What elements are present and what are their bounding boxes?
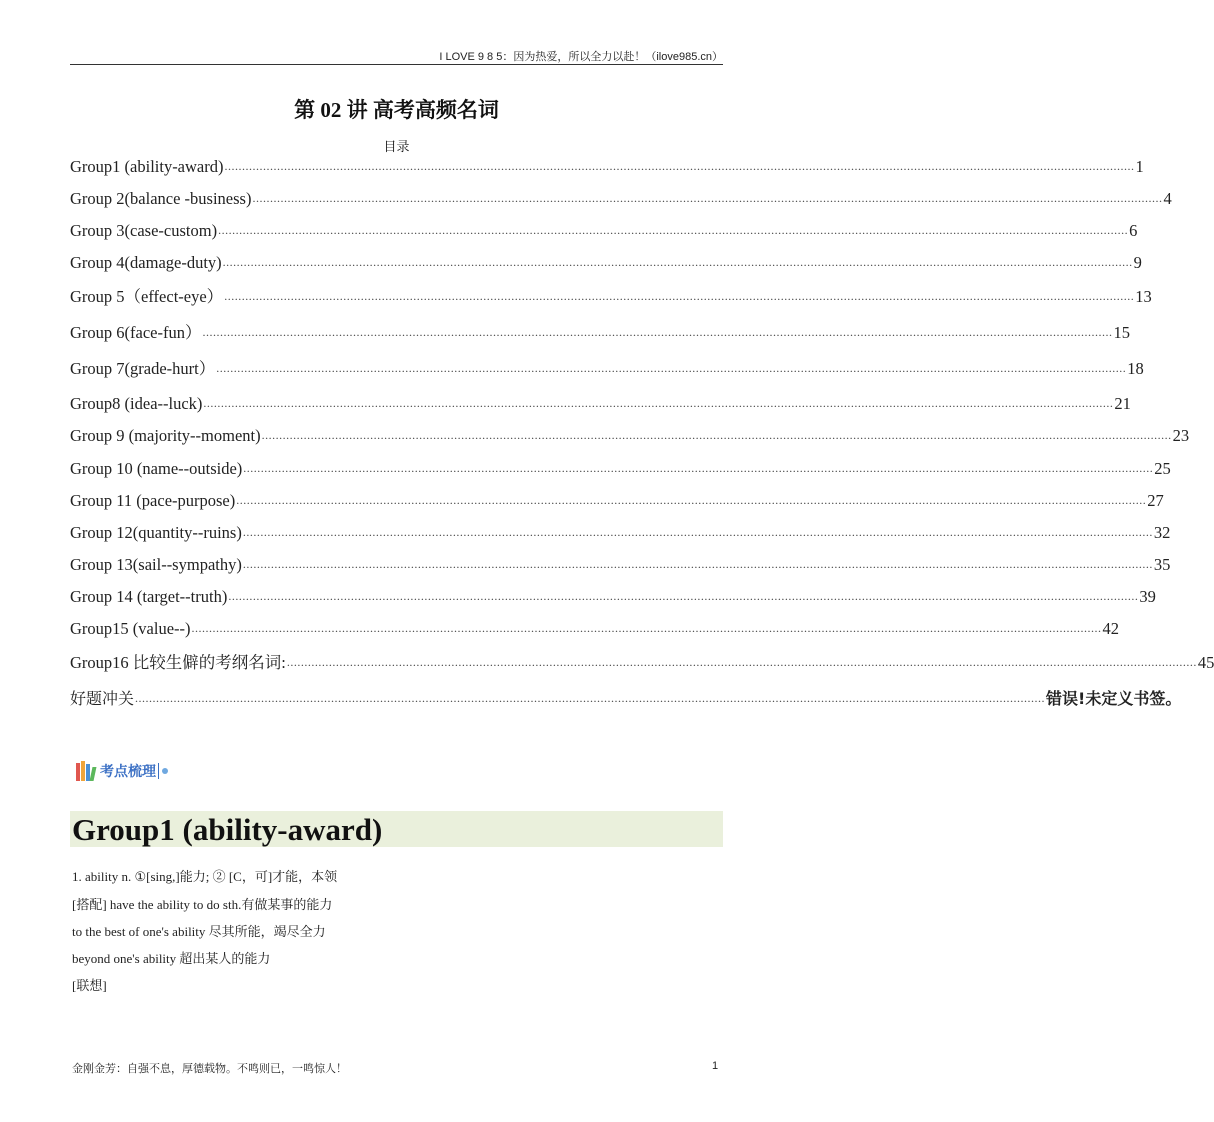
toc-entry-page: 6 (1129, 221, 1138, 240)
toc-entry-label: Group 6(face-fun） (70, 323, 202, 342)
toc-entry-page: 42 (1102, 619, 1119, 638)
toc-entry-page: 4 (1163, 189, 1172, 208)
toc-entry[interactable] (70, 583, 1156, 607)
toc-entry-page: 27 (1147, 491, 1164, 510)
badge-dot (162, 768, 168, 774)
toc-leader-dots: .................................................................................................................................................................................................................................................................... (135, 691, 1046, 705)
toc-entry-page: 45 (1197, 653, 1214, 672)
toc-entry[interactable] (70, 185, 1172, 209)
toc-entry-page: 25 (1154, 459, 1171, 478)
toc-leader-dots: .................................................................................................................................................................................................................................................................... (252, 191, 1163, 205)
toc-entry-page: 13 (1135, 287, 1152, 306)
section-badge (76, 761, 168, 781)
toc-heading: 目录 (383, 140, 410, 155)
toc-entry-page: 35 (1153, 555, 1171, 574)
books-icon (76, 761, 98, 781)
toc-entry-page: 9 (1133, 253, 1142, 272)
toc-leader-dots: .................................................................................................................................................................................................................................................................... (191, 621, 1102, 635)
toc-entry[interactable] (70, 519, 1171, 543)
toc-entry[interactable] (70, 355, 1144, 379)
toc-entry-label: Group 7(grade-hurt） (70, 359, 216, 378)
toc-leader-dots: .................................................................................................................................................................................................................................................................... (203, 396, 1114, 410)
toc-entry-label: Group 13(sail--sympathy) (70, 555, 242, 574)
toc-entry[interactable] (70, 685, 1182, 709)
toc-entry[interactable] (70, 390, 1131, 414)
toc-entry-page: 23 (1172, 426, 1190, 445)
toc-leader-dots: .................................................................................................................................................................................................................................................................... (236, 493, 1147, 507)
toc-entry[interactable] (70, 487, 1164, 511)
toc-leader-dots: .................................................................................................................................................................................................................................................................... (224, 159, 1135, 173)
toc-entry-label: Group 4(damage-duty) (70, 253, 222, 272)
toc-entry[interactable] (70, 422, 1190, 446)
toc-leader-dots: .................................................................................................................................................................................................................................................................... (228, 589, 1139, 603)
toc-leader-dots: .................................................................................................................................................................................................................................................................... (222, 255, 1133, 269)
toc-entry-label: Group16 比较生僻的考纲名词: (70, 653, 286, 672)
toc-entry-label: Group 14 (target--truth) (70, 587, 228, 606)
toc-entry-page: 1 (1135, 157, 1144, 176)
toc-entry[interactable] (70, 319, 1130, 343)
body-line: [联想] (72, 978, 107, 993)
toc-entry-page: 21 (1114, 394, 1131, 413)
section-title: Group1 (ability-award) (72, 812, 383, 847)
header-rule (70, 64, 723, 65)
toc-entry-page: 39 (1139, 587, 1156, 606)
toc-leader-dots: .................................................................................................................................................................................................................................................................... (243, 461, 1154, 475)
toc-entry-label: Group 3(case-custom) (70, 221, 218, 240)
body-line: beyond one's ability 超出某人的能力 (72, 951, 271, 966)
toc-entry[interactable] (70, 615, 1119, 639)
toc-leader-dots: .................................................................................................................................................................................................................................................................... (216, 361, 1127, 375)
footer-motto: 金刚金芳：自强不息，厚德载物。不鸣则已，一鸣惊人！ (72, 1062, 347, 1075)
toc-leader-dots: .................................................................................................................................................................................................................................................................... (202, 325, 1113, 339)
toc-entry[interactable] (70, 551, 1171, 575)
toc-leader-dots: .................................................................................................................................................................................................................................................................... (261, 428, 1172, 442)
toc-leader-dots: .................................................................................................................................................................................................................................................................... (224, 289, 1135, 303)
toc-entry-label: Group 5（effect-eye） (70, 287, 224, 306)
toc-leader-dots: .................................................................................................................................................................................................................................................................... (218, 223, 1129, 237)
page-number: 1 (712, 1060, 719, 1072)
toc-entry[interactable] (70, 283, 1152, 307)
toc-entry[interactable] (70, 649, 1214, 673)
page-title: 第 02 讲 高考高频名词 (294, 98, 499, 122)
toc-entry-label: Group 11 (pace-purpose) (70, 491, 236, 510)
toc-entry[interactable] (70, 153, 1144, 177)
toc-entry-page: 32 (1153, 523, 1171, 542)
toc-entry-page: 错误!未定义书签。 (1046, 689, 1182, 708)
toc-entry-label: Group 12(quantity--ruins) (70, 523, 242, 542)
toc-entry-label: Group1 (ability-award) (70, 157, 224, 176)
toc-leader-dots: .................................................................................................................................................................................................................................................................... (242, 525, 1153, 539)
toc-entry[interactable] (70, 249, 1142, 273)
toc-entry-label: 好题冲关 (70, 689, 135, 708)
body-line: [搭配] have the ability to do sth.有做某事的能力 (72, 897, 333, 912)
toc-entry[interactable] (70, 455, 1171, 479)
toc-entry-label: Group 10 (name--outside) (70, 459, 243, 478)
toc-leader-dots: .................................................................................................................................................................................................................................................................... (242, 557, 1153, 571)
toc-entry-label: Group 9 (majority--moment) (70, 426, 261, 445)
toc-entry-page: 15 (1113, 323, 1130, 342)
toc-leader-dots: .................................................................................................................................................................................................................................................................... (286, 655, 1197, 669)
badge-label: 考点梳理 (100, 764, 156, 780)
toc-entry-label: Group 2(balance -business) (70, 189, 252, 208)
body-line: 1. ability n. ①[sing,]能力; ② [C，可]才能，本领 (72, 869, 338, 884)
toc-entry-label: Group8 (idea--luck) (70, 394, 203, 413)
body-line: to the best of one's ability 尽其所能，竭尽全力 (72, 924, 326, 939)
text-cursor (158, 763, 159, 779)
toc-entry-page: 18 (1127, 359, 1144, 378)
toc-entry[interactable] (70, 217, 1138, 241)
toc-entry-label: Group15 (value--) (70, 619, 191, 638)
page-header: I LOVE 9 8 5：因为热爱，所以全力以赴！（ilove985.cn） (439, 51, 723, 63)
